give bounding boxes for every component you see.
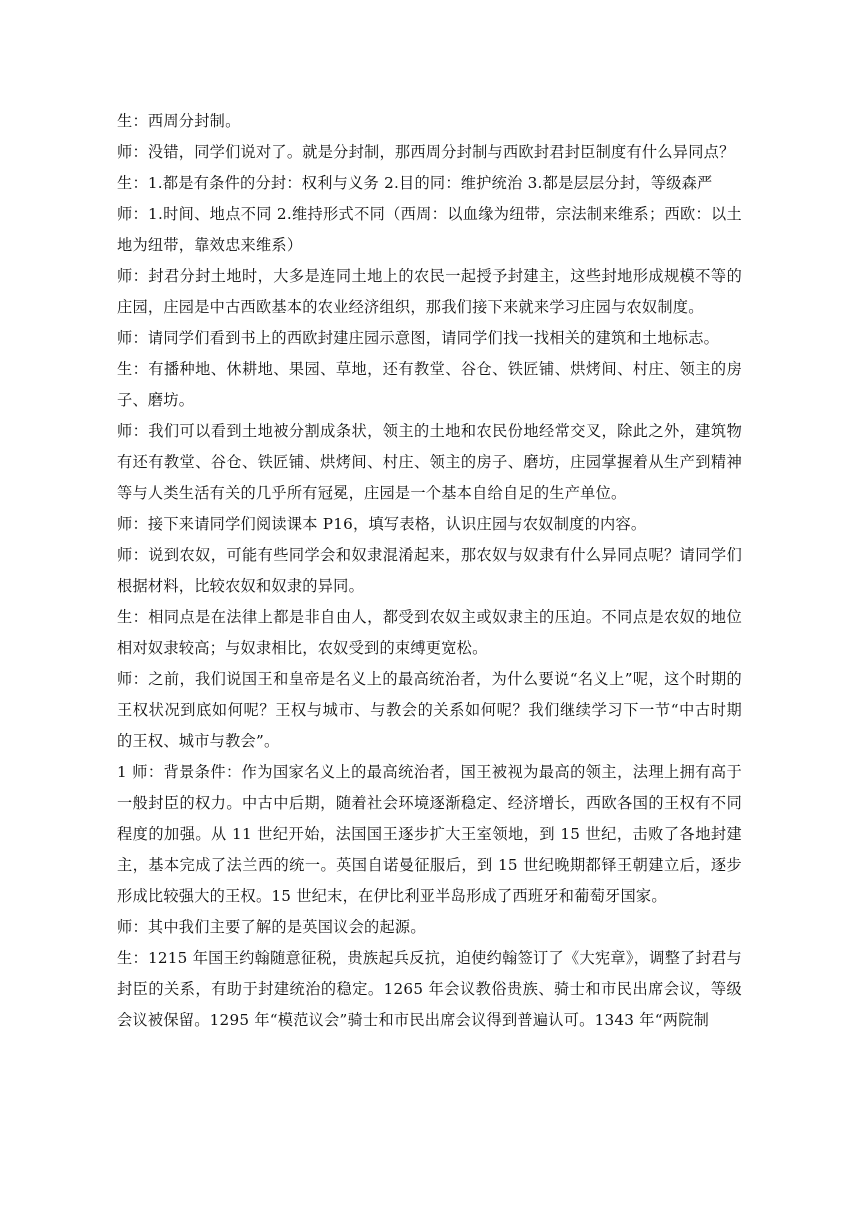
- paragraph: 师：1.时间、地点不同 2.维持形式不同（西周：以血缘为纽带，宗法制来维系；西欧：以土地为纽带，靠效忠来维系）: [117, 205, 742, 254]
- paragraph: 师：封君分封土地时，大多是连同土地上的农民一起授予封建主，这些封地形成规模不等的庄园，庄园是中古西欧基本的农业经济组织，那我们接下来就来学习庄园与农奴制度。: [117, 267, 742, 316]
- paragraph: 师：之前，我们说国王和皇帝是名义上的最高统治者，为什么要说“名义上”呢，这个时期的王权状况到底如何呢？王权与城市、与教会的关系如何呢？我们继续学习下一节“中古时期的王权、城市与教会”。: [117, 670, 742, 750]
- paragraph: 师：接下来请同学们阅读课本 P16，填写表格，认识庄园与农奴制度的内容。: [117, 515, 647, 533]
- paragraph: 生：1.都是有条件的分封：权利与义务 2.目的同：维护统治 3.都是层层分封，等级森严: [117, 174, 713, 192]
- document-body: [117, 106, 742, 1036]
- paragraph: 师：没错，同学们说对了。就是分封制，那西周分封制与西欧封君封臣制度有什么异同点？: [117, 143, 735, 161]
- paragraph: 师：请同学们看到书上的西欧封建庄园示意图，请同学们找一找相关的建筑和土地标志。: [117, 329, 720, 347]
- paragraph: 师：我们可以看到土地被分割成条状，领主的土地和农民份地经常交叉，除此之外，建筑物有还有教堂、谷仓、铁匠铺、烘烤间、村庄、领主的房子、磨坊，庄园掌握着从生产到精神等与人类生活有关的几乎所有冠冕，庄园是一个基本自给自足的生产单位。: [117, 422, 742, 502]
- paragraph: 师：其中我们主要了解的是英国议会的起源。: [117, 918, 426, 936]
- paragraph: 生：相同点是在法律上都是非自由人，都受到农奴主或奴隶主的压迫。不同点是农奴的地位相对奴隶较高；与奴隶相比，农奴受到的束缚更宽松。: [117, 608, 742, 657]
- paragraph: 生：有播种地、休耕地、果园、草地，还有教堂、谷仓、铁匠铺、烘烤间、村庄、领主的房子、磨坊。: [117, 360, 742, 409]
- paragraph: 生：1215 年国王约翰随意征税，贵族起兵反抗，迫使约翰签订了《大宪章》，调整了封君与封臣的关系，有助于封建统治的稳定。1265 年会议教俗贵族、骑士和市民出席会议，等级会议被保留。1295 年“模范议会”骑士和市民出席会议得到普遍认可。1343 年“两院制: [117, 949, 742, 1029]
- paragraph: 师：说到农奴，可能有些同学会和奴隶混淆起来，那农奴与奴隶有什么异同点呢？请同学们根据材料，比较农奴和奴隶的异同。: [117, 546, 742, 595]
- paragraph: 生：西周分封制。: [117, 112, 241, 130]
- paragraph: 1 师：背景条件：作为国家名义上的最高统治者，国王被视为最高的领主，法理上拥有高于一般封臣的权力。中古中后期，随着社会环境逐渐稳定、经济增长，西欧各国的王权有不同程度的加强。从 11 世纪开始，法国国王逐步扩大王室领地，到 15 世纪，击败了各地封建主，基本完成了法兰西的统一。英国自诺曼征服后，到 15 世纪晚期都铎王朝建立后，逐步形成比较强大的王权。15 世纪末，在伊比利亚半岛形成了西班牙和葡萄牙国家。: [117, 763, 742, 905]
